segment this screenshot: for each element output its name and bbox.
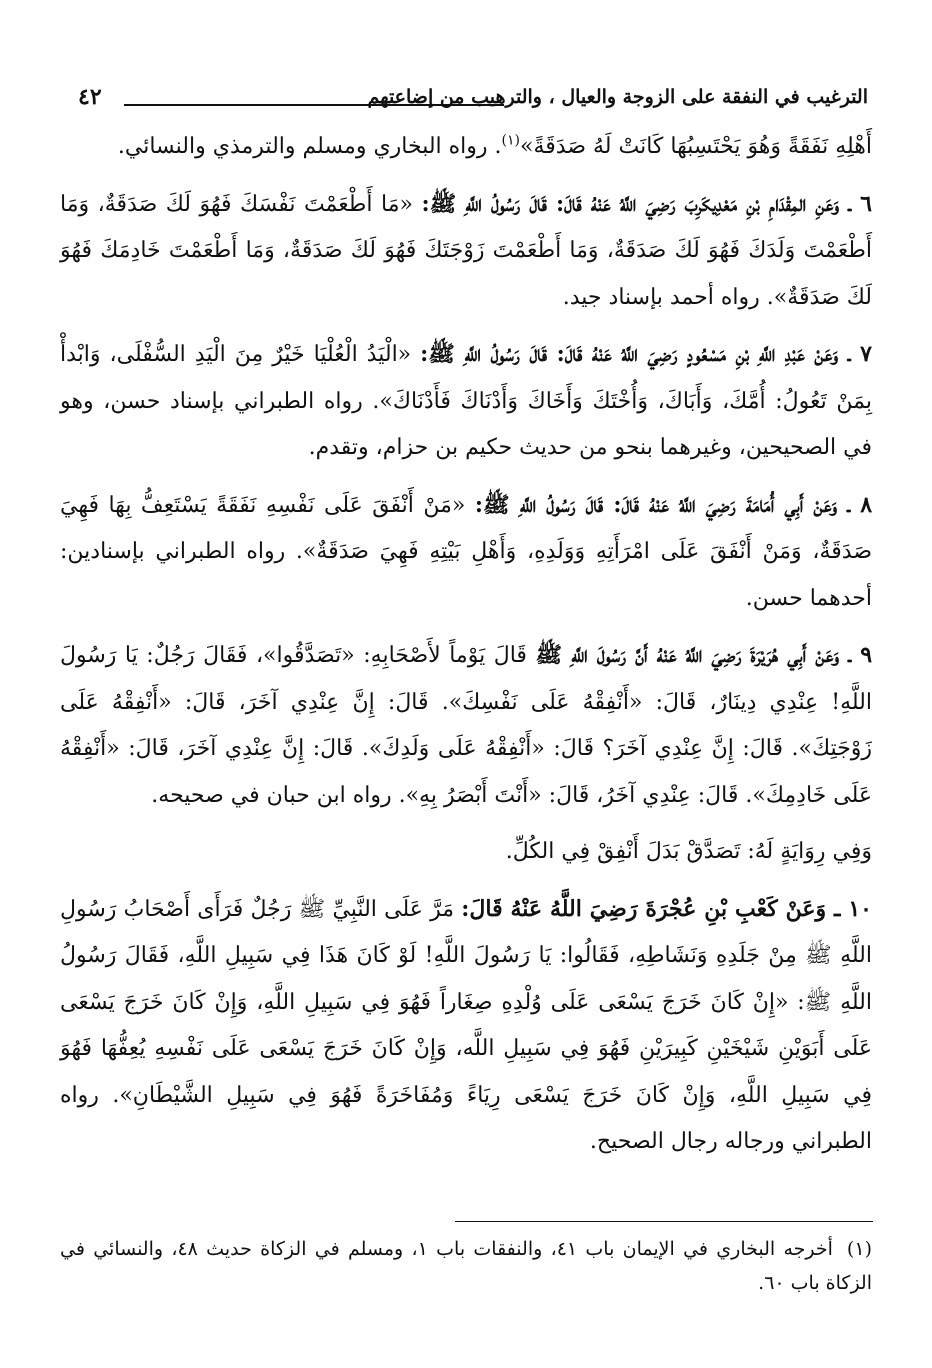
hadith-10 xyxy=(60,886,872,1166)
hadith-text: «الْيَدُ الْعُلْيَا خَيْرٌ مِنَ الْيَدِ السُّفْلَى، وَابْدأْ بِمَنْ تَعُولُ: أُمَّكَ، وَأَبَاكَ، وَأُخْتَكَ وَأَخَاكَ وَأَدْنَاكَ فَأَدْنَاكَ». رواه الطبراني بإسناد حسن، وهو في الصحيحين، وغيرهما بنحو من حديث حكيم بن حزام، وتقدم. xyxy=(60,342,872,460)
hadith-text: قَالَ يَوْماً لأَصْحَابِهِ: «تَصَدَّقُوا»، فَقَالَ رَجُلٌ: يَا رَسُولَ اللَّهِ! عِنْدِي دِينَارٌ، قَالَ: «أَنْفِقْهُ عَلَى نَفْسِكَ». قَالَ: إِنَّ عِنْدِي آخَرَ، قَالَ: «أَنْفِقْهُ عَلَى زَوْجَتِكَ». قَالَ: إِنَّ عِنْدِي آخَرَ؟ قَالَ: «أَنْفِقْهُ عَلَى وَلَدِكَ». قَالَ: إِنَّ عِنْدِي آخَرَ، قَالَ: «أَنْفِقْهُ عَلَى خَادِمِكَ». قَالَ: عِنْدِي آخَرُ، قَالَ: «أَنْتَ أَبْصَرُ بِهِ». رواه ابن حبان في صحيحه. xyxy=(60,643,872,808)
footnote xyxy=(60,1232,872,1300)
footnote-text: أخرجه البخاري في الإيمان باب ٤١، والنفقات باب ١، ومسلم في الزكاة حديث ٤٨، والنسائي في الزكاة باب ٦٠. xyxy=(60,1238,872,1294)
hadith-text: مَرَّ عَلَى النَّبِيِّ ﷺ رَجُلٌ فَرَأَى أَصْحَابُ رَسُولِ اللَّهِ ﷺ مِنْ جَلَدِهِ وَنَشَاطِهِ، فَقَالُوا: يَا رَسُولَ اللَّهِ! لَوْ كَانَ هَذَا فِي سَبِيلِ اللَّهِ، فَقَالَ رَسُولُ اللَّهِ ﷺ: «إِنْ كَانَ خَرَجَ يَسْعَى عَلَى وُلْدِهِ صِغَاراً فَهُوَ فِي سَبِيلِ اللَّهِ، وَإِنْ كَانَ خَرَجَ يَسْعَى عَلَى أَبَوَيْنِ شَيْخَيْنِ كَبِيرَيْنِ فَهُوَ فِي سَبِيلِ اللَّه، وَإِنْ كَانَ خَرَجَ يَسْعَى عَلَى نَفْسِهِ يُعِفُّهَا فَهُوَ فِي سَبِيلِ اللَّهِ، وَإِنْ كَانَ خَرَجَ يَسْعَى رِيَاءً وَمُفَاخَرَةً فَهُوَ فِي سَبِيلِ الشَّيْطَانِ». رواه الطبراني ورجاله رجال الصحيح. xyxy=(60,896,872,1154)
page-number: ٤٢ xyxy=(78,84,102,110)
header-rule xyxy=(124,104,504,106)
hadith-narrator: ٩ ـ وَعَنْ أَبِي هُرَيْرَةَ رَضِيَ اللَّهُ عَنْهُ أَنَّ رَسُولَ اللَّهِ ﷺ xyxy=(535,642,873,668)
hadith-9 xyxy=(60,632,872,819)
hadith-text: وَفِي رِوَايَةٍ لَهُ: تَصَدَّقْ بَدَلَ أَنْفِقْ فِي الكُلِّ. xyxy=(505,839,872,864)
body-text xyxy=(60,124,872,1176)
hadith-9-variant xyxy=(60,829,872,876)
hadith-narrator: ٧ ـ وَعَنْ عَبْدِ اللَّهِ بْنِ مَسْعُودٍ رَضِيَ اللَّهُ عَنْهُ قَالَ: قَالَ رَسُولُ اللَّهِ ﷺ: xyxy=(420,341,872,367)
paragraph-text: أَهْلِهِ نَفَقَةً وَهُوَ يَحْتَسِبُهَا كَانَتْ لَهُ صَدَقَةً» xyxy=(520,134,872,159)
paragraph-continuation xyxy=(60,124,872,171)
footnote-divider xyxy=(455,1221,873,1222)
hadith-text: «مَنْ أَنْفَقَ عَلَى نَفْسِهِ نَفَقَةً يَسْتَعِفُّ بِهَا فَهِيَ صَدَقَةٌ، وَمَنْ أَنْفَقَ عَلَى امْرَأَتِهِ وَوَلَدِهِ، وَأَهْلِ بَيْتِهِ فَهِيَ صَدَقَةٌ». رواه الطبراني بإسنادين: أحدهما حسن. xyxy=(60,492,872,611)
hadith-6 xyxy=(60,181,872,322)
hadith-8 xyxy=(60,482,872,623)
hadith-7 xyxy=(60,331,872,472)
running-header xyxy=(78,86,868,116)
hadith-narrator: ٨ ـ وَعَنْ أَبِي أُمَامَةَ رَضِيَ اللَّهُ عَنْهُ قَالَ: قَالَ رَسُولُ اللَّهِ ﷺ: xyxy=(474,491,873,518)
hadith-text: «مَا أَطْعَمْتَ نَفْسَكَ فَهُوَ لَكَ صَدَقَةٌ، وَمَا أَطْعَمْتَ وَلَدَكَ فَهُوَ لَكَ صَدَقَةٌ، وَمَا أَطْعَمْتَ زَوْجَتَكَ فَهُوَ لَكَ صَدَقَةٌ، وَمَا أَطْعَمْتَ خَادِمَكَ فَهُوَ لَكَ صَدَقَةٌ». رواه أحمد بإسناد جيد. xyxy=(60,191,872,310)
hadith-narrator: ٦ ـ وَعَنِ المِقْدَامِ بْنِ مَعْدِيكَرِبَ رَضِيَ اللَّهُ عَنْهُ قَالَ: قَالَ رَسُولُ اللَّهِ ﷺ: xyxy=(421,190,872,217)
paragraph-source: . رواه البخاري ومسلم والترمذي والنسائي. xyxy=(117,134,502,159)
footnote-reference: (١) xyxy=(501,132,520,149)
header-title: الترغيب في النفقة على الزوجة والعيال ، والترهيب من إضاعتهم xyxy=(367,86,868,108)
footnote-number: (١) xyxy=(846,1238,872,1260)
hadith-narrator: ١٠ ـ وَعَنْ كَعْبِ بْنِ عُجْرَةَ رَضِيَ اللَّهُ عَنْهُ قَالَ: xyxy=(461,895,872,922)
